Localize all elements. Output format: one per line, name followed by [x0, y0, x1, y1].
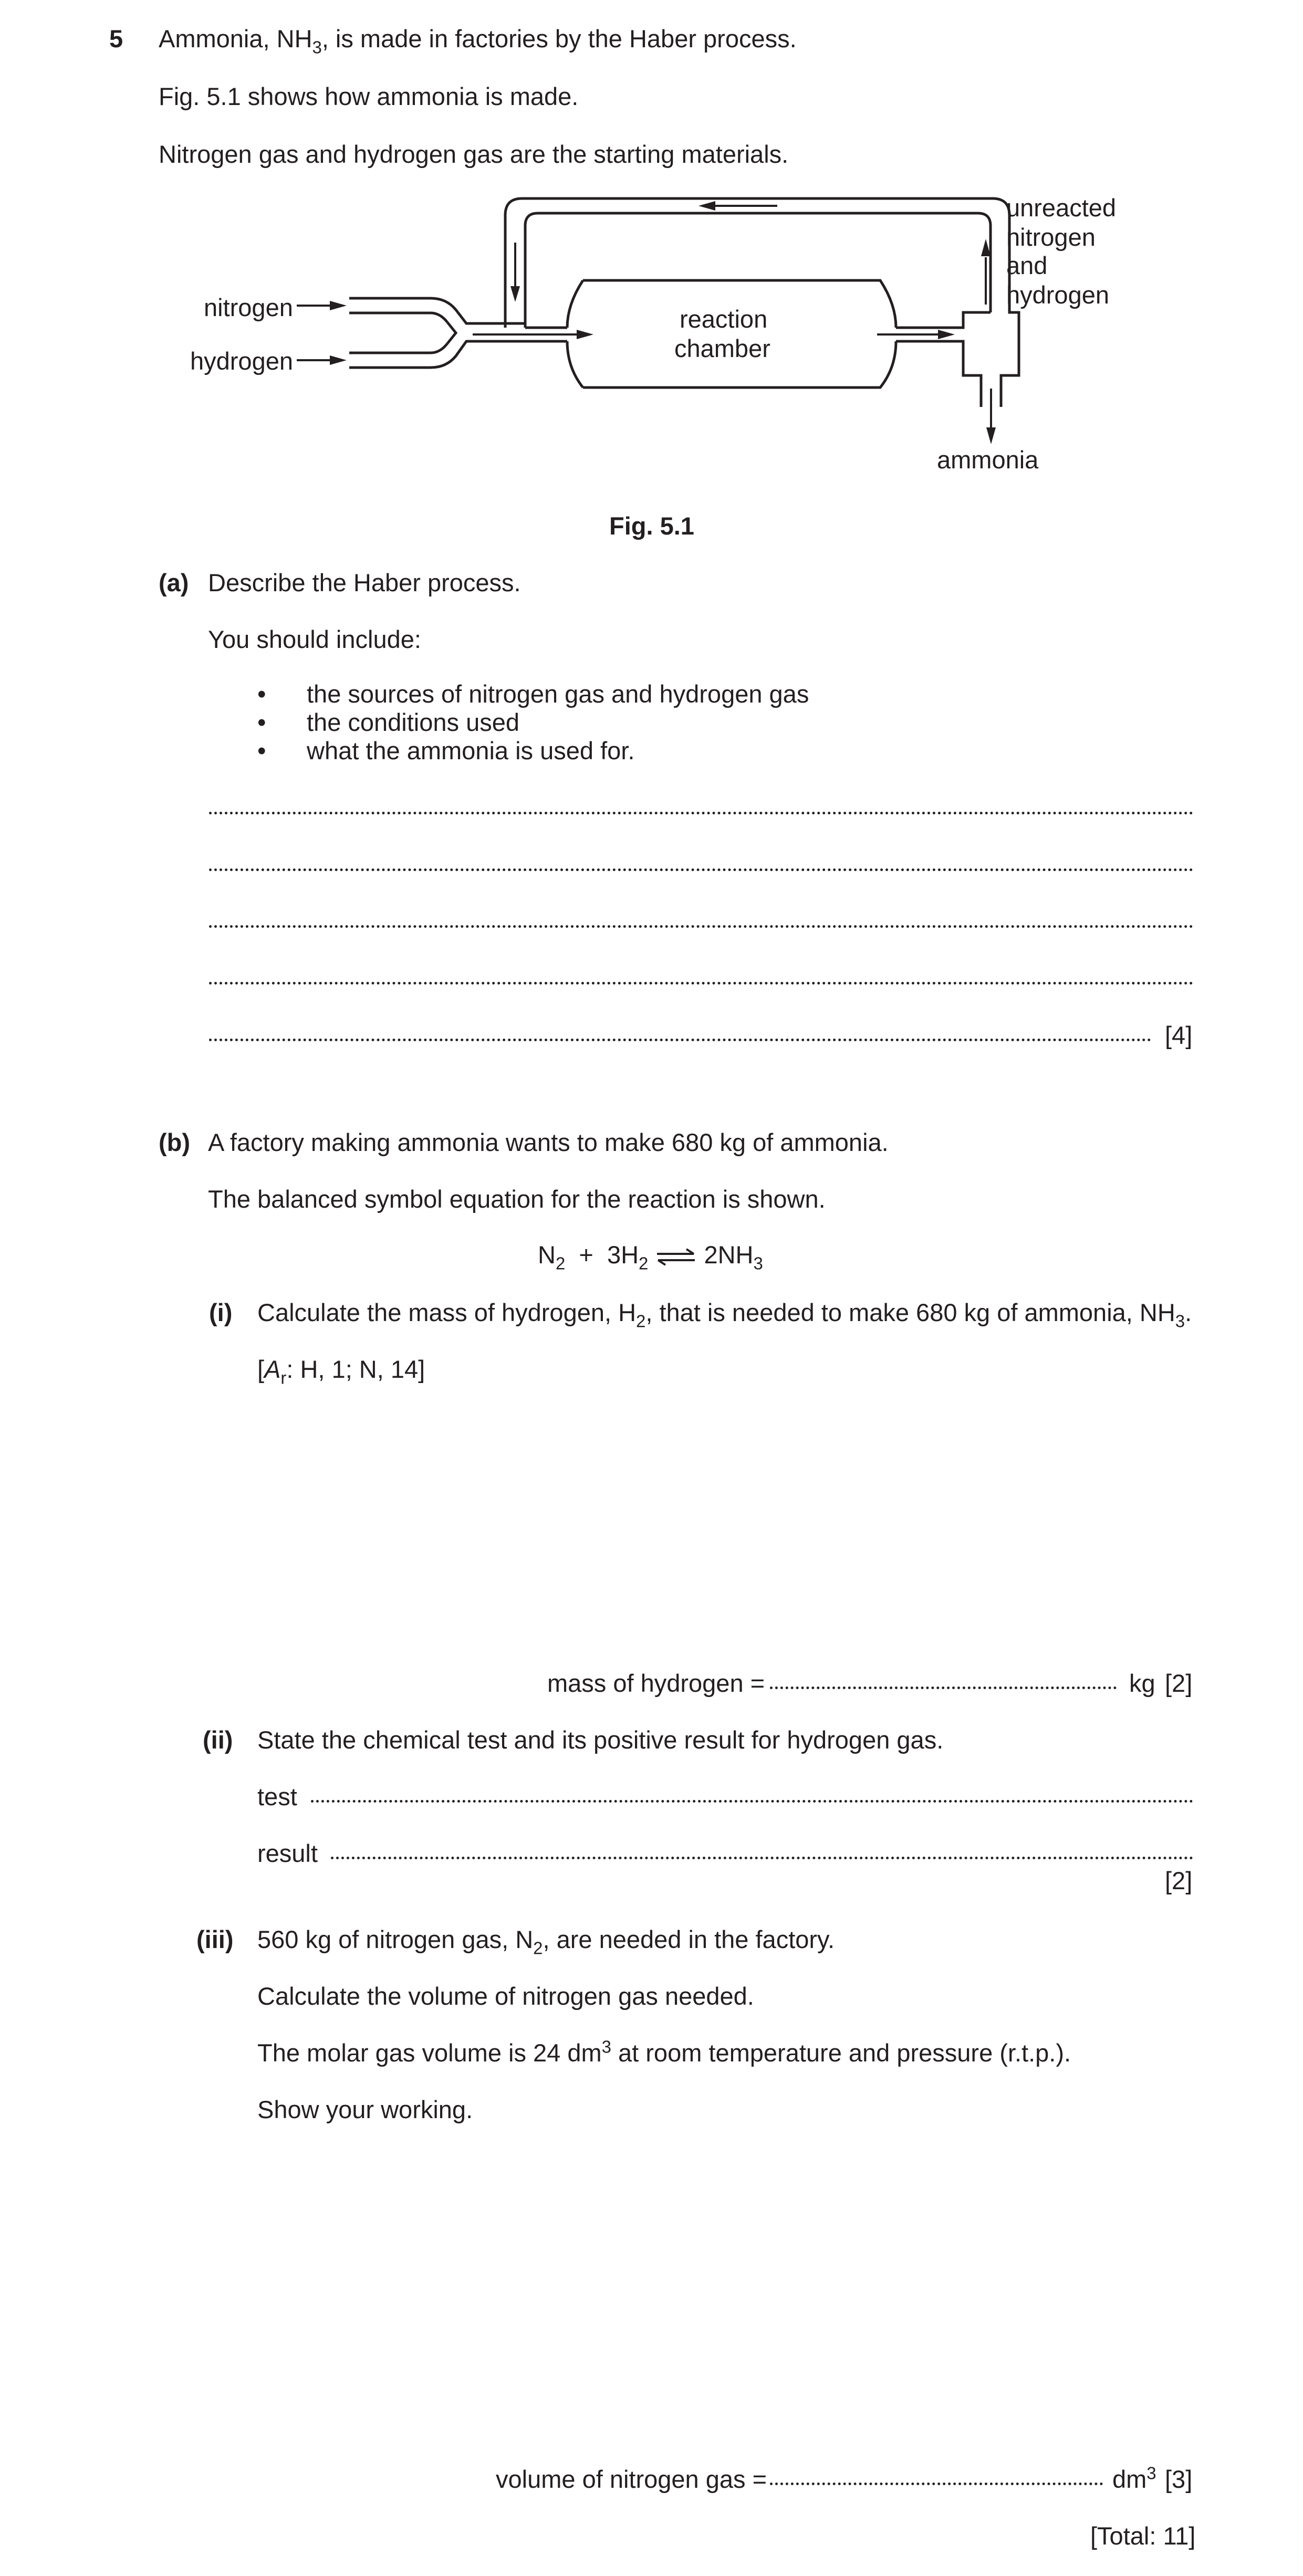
result-label: result [257, 1839, 318, 1867]
part-b-iii-marks: [3] [1165, 2465, 1193, 2493]
answer-line-a-2[interactable] [209, 868, 1193, 871]
part-b-iii-line2: Calculate the volume of nitrogen gas needed. [257, 1982, 754, 2010]
ammonia-label: ammonia [937, 446, 1039, 474]
bullet-1: • [257, 680, 266, 708]
bullet-text-2: the conditions used [307, 708, 520, 736]
answer-line-a-1[interactable] [209, 812, 1193, 814]
part-b-i-marks: [2] [1165, 1669, 1193, 1697]
part-b-ii-label: (ii) [203, 1726, 233, 1754]
part-a-marks: [4] [1165, 1021, 1193, 1049]
answer-line-a-3[interactable] [209, 925, 1193, 928]
bullet-text-1: the sources of nitrogen gas and hydrogen gas [307, 680, 809, 708]
equation-intro: The balanced symbol equation for the reaction is shown. [208, 1185, 826, 1213]
bullet-2: • [257, 708, 266, 736]
hydrogen-pipe [349, 341, 567, 368]
part-b-iii-question: 560 kg of nitrogen gas, $N_2$, are needed in the factory. [257, 1925, 835, 1958]
nitrogen-pipe [349, 298, 505, 323]
part-b-label: (b) [159, 1128, 191, 1156]
equilibrium-arrow-icon [655, 1248, 697, 1266]
total-marks: [Total: 11] [1090, 2522, 1196, 2550]
intro-line-2: Fig. 5.1 shows how ammonia is made. [159, 82, 579, 110]
result-answer-line[interactable] [331, 1857, 1193, 1859]
recycle-arrow-top [699, 201, 715, 211]
part-b-ii-question: State the chemical test and its positive result for hydrogen gas. [257, 1726, 944, 1754]
part-b-iii-line4: Show your working. [257, 2096, 473, 2123]
nitrogen-label: nitrogen [204, 294, 293, 321]
part-b-i-label: (i) [209, 1299, 233, 1326]
part-b-iii-line3: The molar gas volume is 24 $dm^3$ at room temperature and pressure (r.t.p.). [257, 2037, 1071, 2067]
unreacted-label-1: unreacted [1006, 194, 1117, 222]
relative-atomic-masses: [$A_r$: H, 1; N, 14] [257, 1355, 425, 1388]
recycle-arrow-down [510, 286, 520, 302]
part-a-include: You should include: [208, 625, 421, 653]
unreacted-label-3: and [1006, 252, 1048, 279]
answer-line-a-5[interactable] [209, 1039, 1151, 1041]
unreacted-label-2: nitrogen [1006, 223, 1096, 251]
balanced-equation: $N_2 + 3H_2$ $2NH_3$ [538, 1241, 763, 1273]
unreacted-label-4: hydrogen [1006, 281, 1109, 309]
volume-nitrogen-answer-line[interactable] [770, 2483, 1103, 2485]
part-b-iii-label: (iii) [196, 1925, 234, 1953]
part-b-intro: A factory making ammonia wants to make 680 kg of ammonia. [208, 1128, 889, 1156]
nitrogen-arrow [330, 301, 347, 310]
intro-line-1: Ammonia, $NH_3$, is made in factories by the Haber process. [159, 25, 797, 57]
reaction-chamber-label-2: chamber [674, 334, 770, 362]
unreacted-arrow-up [981, 239, 991, 256]
reaction-chamber-label-1: reaction [680, 305, 768, 333]
ammonia-arrow [986, 427, 996, 444]
volume-nitrogen-unit: $dm^3$ [1112, 2463, 1156, 2493]
hydrogen-label: hydrogen [190, 347, 293, 375]
intro-line-3: Nitrogen gas and hydrogen gas are the starting materials. [159, 140, 789, 168]
test-answer-line[interactable] [311, 1800, 1193, 1803]
mass-hydrogen-label: mass of hydrogen = [547, 1669, 765, 1697]
hydrogen-arrow [330, 355, 347, 365]
part-b-ii-marks: [2] [1165, 1867, 1193, 1894]
bullet-3: • [257, 737, 266, 765]
answer-line-a-4[interactable] [209, 982, 1193, 985]
part-b-i-question: Calculate the mass of hydrogen, $H_2$, that is needed to make 680 kg of ammonia, $NH_3$. [257, 1299, 1192, 1331]
part-a-label: (a) [159, 569, 189, 596]
volume-nitrogen-label: volume of nitrogen gas = [496, 2465, 767, 2493]
mass-hydrogen-unit: kg [1129, 1669, 1155, 1697]
outlet-flow-arrow [938, 330, 955, 339]
haber-process-diagram [0, 0, 1303, 504]
outlet-pipe [896, 312, 991, 328]
test-label: test [257, 1783, 297, 1810]
figure-caption: Fig. 5.1 [609, 512, 694, 540]
inlet-flow-arrow [577, 330, 593, 339]
part-a-prompt: Describe the Haber process. [208, 569, 521, 596]
bullet-text-3: what the ammonia is used for. [307, 737, 635, 765]
question-number: 5 [109, 25, 123, 53]
mass-hydrogen-answer-line[interactable] [770, 1687, 1117, 1689]
